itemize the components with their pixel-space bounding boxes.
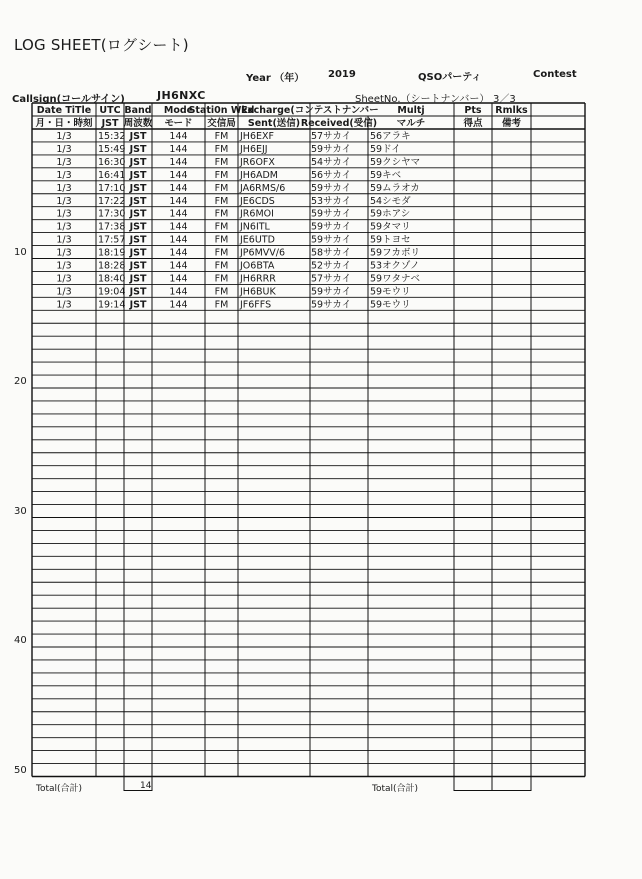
cell-date: 1/3 (56, 156, 72, 168)
total-points-box (492, 777, 531, 791)
cell-time: 19:04 (98, 286, 126, 298)
cell-tz: JST (129, 273, 147, 285)
cell-sent: 58サカイ (311, 247, 352, 259)
col-header-jp: Sent(送信) (247, 118, 301, 129)
cell-sent: 59サカイ (311, 286, 352, 298)
col-header-exchange: Excharge(コンテストナンバー (241, 105, 379, 116)
cell-time: 17:57 (98, 234, 126, 246)
cell-tz: JST (129, 182, 147, 194)
sheet-number-label: SheetNo.（シートナンバー） (355, 94, 490, 105)
cell-sent: 59サカイ (311, 182, 352, 194)
col-header-jp: 得点 (463, 118, 483, 129)
cell-tz: JST (129, 299, 147, 311)
cell-received: 53オクゾノ (370, 260, 420, 272)
cell-sent: 59サカイ (311, 221, 352, 233)
cell-mode: FM (214, 182, 229, 194)
cell-mode: FM (214, 234, 229, 246)
cell-date: 1/3 (56, 234, 72, 246)
col-header-jp: 月・日・時刻 (35, 118, 93, 129)
cell-received: 59キベ (370, 169, 402, 181)
cell-date: 1/3 (56, 182, 72, 194)
col-header-jp: 備考 (501, 118, 522, 129)
cell-received: 59ドイ (370, 143, 401, 155)
cell-date: 1/3 (56, 286, 72, 298)
col-header-jp: モード (164, 118, 193, 129)
cell-received: 59ムラオカ (370, 182, 420, 194)
col-header: Rmlks (495, 105, 528, 116)
cell-band: 144 (169, 131, 188, 142)
cell-station: JH6BUK (240, 286, 276, 298)
cell-station: JR6OFX (240, 156, 275, 168)
cell-mode: FM (214, 286, 229, 298)
cell-station: JH6EXF (240, 131, 274, 142)
cell-mode: FM (214, 156, 229, 168)
cell-station: JO6BTA (240, 260, 275, 272)
cell-tz: JST (129, 195, 147, 207)
cell-received: 59モウリ (370, 286, 411, 298)
total-label-points: Total(合計) (372, 784, 419, 794)
cell-mode: FM (214, 221, 229, 233)
cell-tz: JST (129, 221, 147, 233)
cell-band: 144 (169, 286, 188, 298)
cell-tz: JST (129, 234, 147, 246)
cell-band: 144 (169, 247, 188, 259)
col-header: UTC (99, 105, 121, 116)
cell-station: JR6MOI (240, 208, 274, 220)
row-marker: 20 (14, 376, 27, 388)
cell-time: 16:30 (98, 156, 126, 168)
cell-mode: FM (214, 195, 229, 207)
cell-received: 59クシヤマ (370, 156, 421, 168)
col-header-jp: JST (101, 118, 119, 129)
cell-tz: JST (129, 208, 147, 220)
contest-label: Contest (533, 69, 577, 80)
cell-date: 1/3 (56, 247, 72, 259)
cell-received: 54シモダ (370, 195, 411, 207)
cell-time: 18:19 (98, 247, 126, 259)
cell-band: 144 (169, 299, 188, 311)
cell-tz: JST (129, 247, 147, 259)
cell-date: 1/3 (56, 143, 72, 155)
cell-tz: JST (129, 169, 147, 181)
cell-time: 17:22 (98, 195, 126, 207)
cell-time: 15:32 (98, 131, 126, 142)
cell-date: 1/3 (56, 131, 72, 142)
row-marker: 40 (14, 635, 27, 647)
cell-date: 1/3 (56, 273, 72, 285)
sheet-title: LOG SHEET(ログシート) (14, 36, 189, 54)
col-header-jp: 周波数 (123, 118, 153, 129)
sheet-number-value: 3／3 (493, 94, 516, 105)
row-marker: 10 (14, 246, 27, 258)
cell-date: 1/3 (56, 208, 72, 220)
cell-sent: 59サカイ (311, 299, 352, 311)
cell-sent: 57サカイ (311, 131, 352, 142)
cell-mode: FM (214, 273, 229, 285)
row-marker: 50 (14, 764, 27, 776)
col-header: Stati0n Wkd (188, 105, 255, 116)
cell-mode: FM (214, 299, 229, 311)
cell-received: 56アラキ (370, 131, 411, 142)
cell-mode: FM (214, 143, 229, 155)
cell-date: 1/3 (56, 299, 72, 311)
cell-tz: JST (129, 260, 147, 272)
cell-sent: 56サカイ (311, 169, 352, 181)
cell-band: 144 (169, 221, 188, 233)
row-marker: 30 (14, 505, 27, 517)
cell-received: 59フカボリ (370, 247, 420, 259)
cell-time: 17:30 (98, 208, 126, 220)
cell-sent: 52サカイ (311, 260, 352, 272)
cell-band: 144 (169, 260, 188, 272)
col-header: Multj (397, 105, 425, 116)
cell-band: 144 (169, 273, 188, 285)
cell-time: 15:49 (98, 143, 126, 155)
cell-station: JF6FFS (240, 299, 272, 311)
cell-tz: JST (129, 286, 147, 298)
callsign-value: JH6NXC (157, 89, 206, 102)
cell-time: 18:40 (98, 273, 126, 285)
col-header: Date TiTle (36, 105, 92, 116)
cell-tz: JST (129, 156, 147, 168)
cell-received: 59ワタナベ (370, 273, 420, 285)
cell-mode: FM (214, 260, 229, 272)
cell-time: 16:41 (98, 169, 126, 181)
cell-mode: FM (214, 169, 229, 181)
year-value: 2019 (328, 69, 356, 80)
cell-band: 144 (169, 208, 188, 220)
year-label: Year （年） (246, 73, 305, 84)
cell-received: 59ホアシ (370, 208, 411, 220)
col-header: Mode (163, 105, 194, 116)
cell-sent: 59サカイ (311, 234, 352, 246)
cell-sent: 54サカイ (311, 156, 352, 168)
cell-band: 144 (169, 156, 188, 168)
cell-date: 1/3 (56, 169, 72, 181)
cell-time: 17:10 (98, 182, 126, 194)
cell-sent: 59サカイ (311, 143, 352, 155)
cell-mode: FM (214, 247, 229, 259)
cell-station: JP6MVV/6 (240, 247, 286, 259)
cell-date: 1/3 (56, 260, 72, 272)
cell-sent: 59サカイ (311, 208, 352, 220)
cell-station: JH6ADM (240, 169, 278, 181)
cell-mode: FM (214, 131, 229, 142)
cell-band: 144 (169, 195, 188, 207)
col-header-jp: マルチ (396, 118, 426, 129)
cell-date: 1/3 (56, 195, 72, 207)
cell-received: 59モウリ (370, 299, 411, 311)
cell-station: JH6RRR (240, 273, 276, 285)
cell-received: 59タマリ (370, 221, 411, 233)
cell-station: JN6ITL (240, 221, 270, 233)
cell-received: 59トヨセ (370, 234, 411, 246)
cell-band: 144 (169, 169, 188, 181)
col-header: Pts (464, 105, 482, 116)
cell-mode: FM (214, 208, 229, 220)
cell-band: 144 (169, 234, 188, 246)
contest-name-jp: QSOパーティ (418, 72, 482, 83)
cell-tz: JST (129, 143, 147, 155)
cell-time: 17:38 (98, 221, 126, 233)
cell-band: 144 (169, 182, 188, 194)
cell-band: 144 (169, 143, 188, 155)
col-header: Band (124, 105, 152, 116)
total-multi-box (454, 777, 492, 791)
cell-station: JA6RMS/6 (240, 182, 286, 194)
total-label: Total(合計) (36, 784, 83, 794)
col-header-jp: 交信局 (207, 118, 236, 129)
cell-station: JE6CDS (240, 195, 275, 207)
cell-station: JE6UTD (240, 234, 275, 246)
cell-station: JH6EJJ (240, 143, 268, 155)
col-header-jp: Received(受信) (300, 118, 378, 129)
callsign-label: Callsign(コールサイン) (12, 94, 125, 105)
cell-tz: JST (129, 131, 147, 142)
cell-time: 19:14 (98, 299, 126, 311)
cell-sent: 53サカイ (311, 195, 352, 207)
cell-time: 18:28 (98, 260, 126, 272)
cell-sent: 57サカイ (311, 273, 352, 285)
cell-date: 1/3 (56, 221, 72, 233)
total-value: 14 (140, 781, 152, 791)
